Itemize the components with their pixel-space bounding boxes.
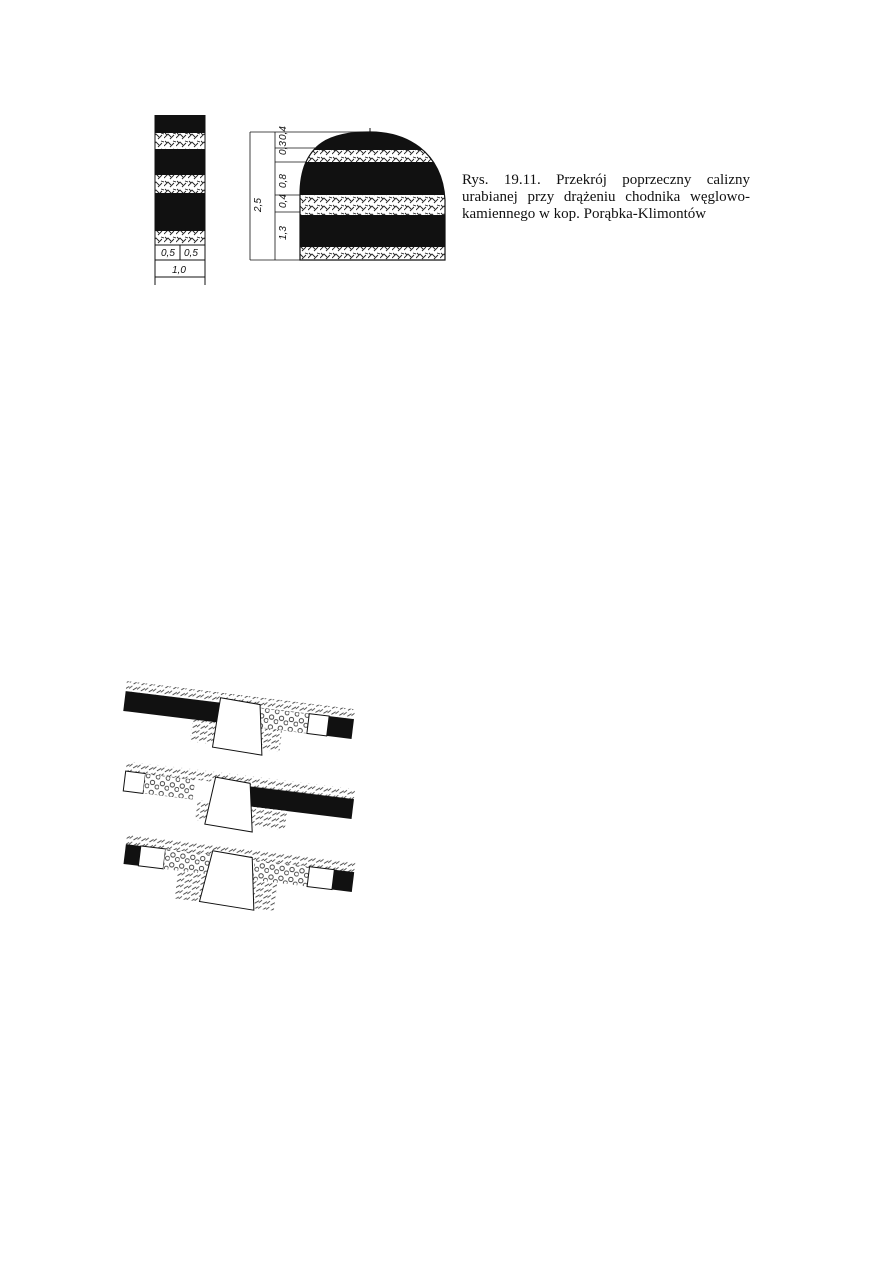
dim-v-1: 0,3 <box>278 141 289 155</box>
dim-v-4: 0,4 <box>278 194 289 208</box>
seam-sketch-2 <box>120 761 355 844</box>
figure-1-drawing <box>140 100 460 290</box>
dim-v-3: 0,8 <box>278 174 289 188</box>
figure-1-caption <box>462 172 750 223</box>
dim-v-2: 0,4 <box>278 126 289 140</box>
seam-sketch-1 <box>120 681 355 766</box>
dim-h-2: 0,5 <box>184 248 198 259</box>
dim-v-5: 1,3 <box>278 226 289 240</box>
seam-sketch-3 <box>120 834 356 922</box>
figure-1-caption-text: Rys. 19.11. Przekrój poprzeczny calizny urabianej przy drążeniu chodnika węglowo-kamiennego w kop. Porąbka-Klimontów <box>462 172 750 222</box>
figure-2-drawing <box>118 680 368 940</box>
dim-v-total: 2,5 <box>253 198 264 212</box>
column-section <box>155 115 205 285</box>
dim-h-total: 1,0 <box>172 265 186 276</box>
arch-section <box>295 130 450 260</box>
dim-h-1: 0,5 <box>161 248 175 259</box>
